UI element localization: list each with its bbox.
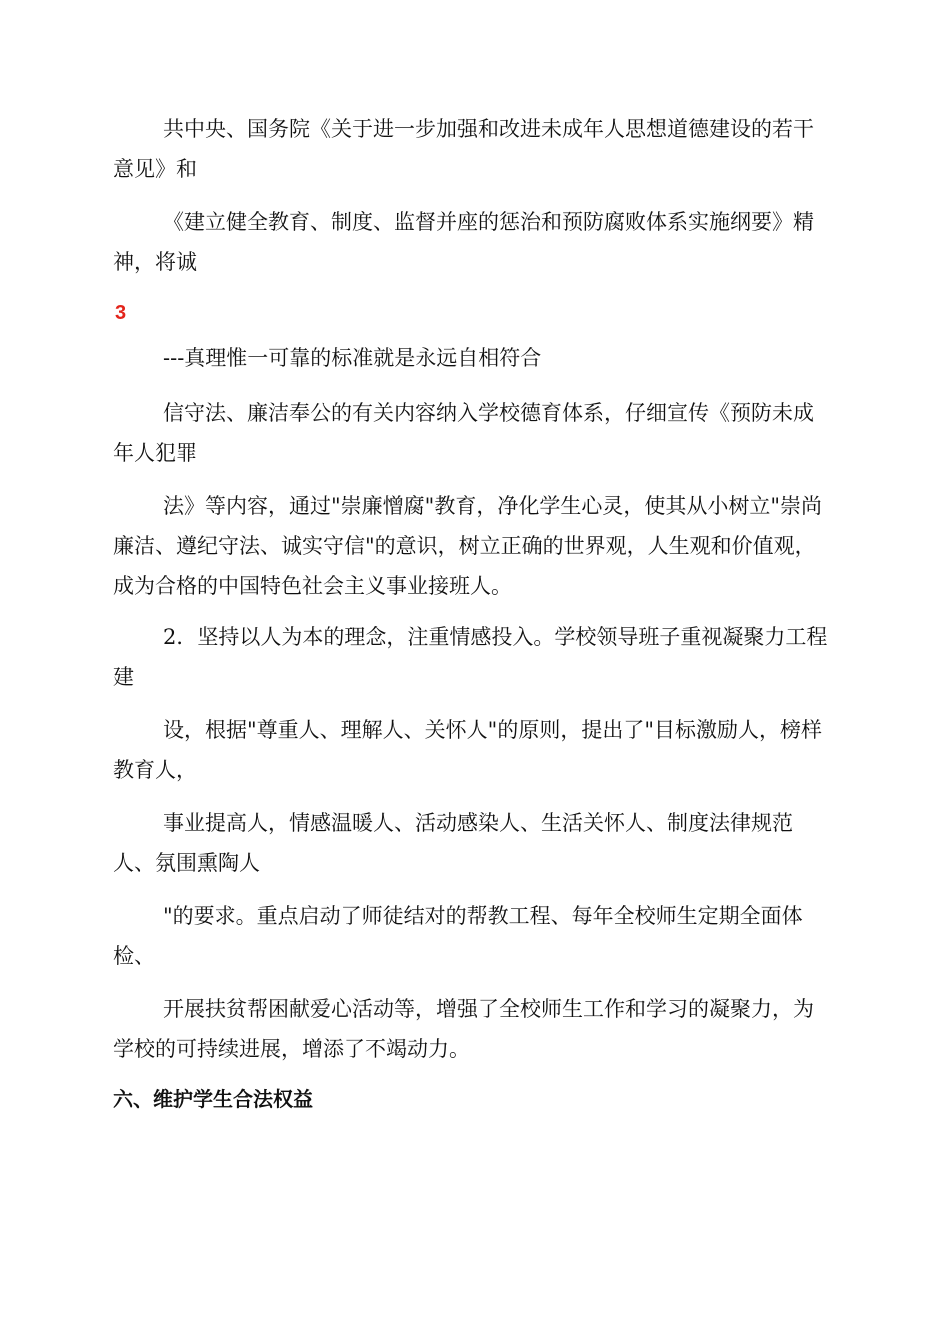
paragraph-1: 共中央、国务院《关于进一步加强和改进未成年人思想道德建设的若干意见》和 <box>113 117 814 181</box>
paragraph-4: 法》等内容，通过"崇廉憎腐"教育，净化学生心灵，使其从小树立"崇尚廉洁、遵纪守法、诚实守信"的意识，树立正确的世界观，人生观和价值观，成为合格的中国特色社会主义事业接班人。 <box>113 494 822 598</box>
paragraph-8: "的要求。重点启动了师徒结对的帮教工程、每年全校师生定期全面体检、 <box>113 904 803 968</box>
paragraph-6: 设，根据"尊重人、理解人、关怀人"的原则，提出了"目标激励人，榜样教育人， <box>113 718 822 782</box>
page-number: 3 <box>115 302 127 324</box>
section-heading: 六、维护学生合法权益 <box>113 1087 313 1111</box>
paragraph-2: 《建立健全教育、制度、监督并座的惩治和预防腐败体系实施纲要》精神，将诚 <box>113 210 814 274</box>
paragraph-5: 2．坚持以人为本的理念，注重情感投入。学校领导班子重视凝聚力工程建 <box>113 625 828 689</box>
quote-line: ---真理惟一可靠的标准就是永远自相符合 <box>163 346 542 370</box>
paragraph-9: 开展扶贫帮困献爱心活动等，增强了全校师生工作和学习的凝聚力，为学校的可持续进展，增添了不竭动力。 <box>113 997 814 1061</box>
paragraph-3: 信守法、廉洁奉公的有关内容纳入学校德育体系，仔细宣传《预防未成年人犯罪 <box>113 401 814 465</box>
paragraph-7: 事业提高人，情感温暖人、活动感染人、生活关怀人、制度法律规范人、氛围熏陶人 <box>113 811 793 875</box>
